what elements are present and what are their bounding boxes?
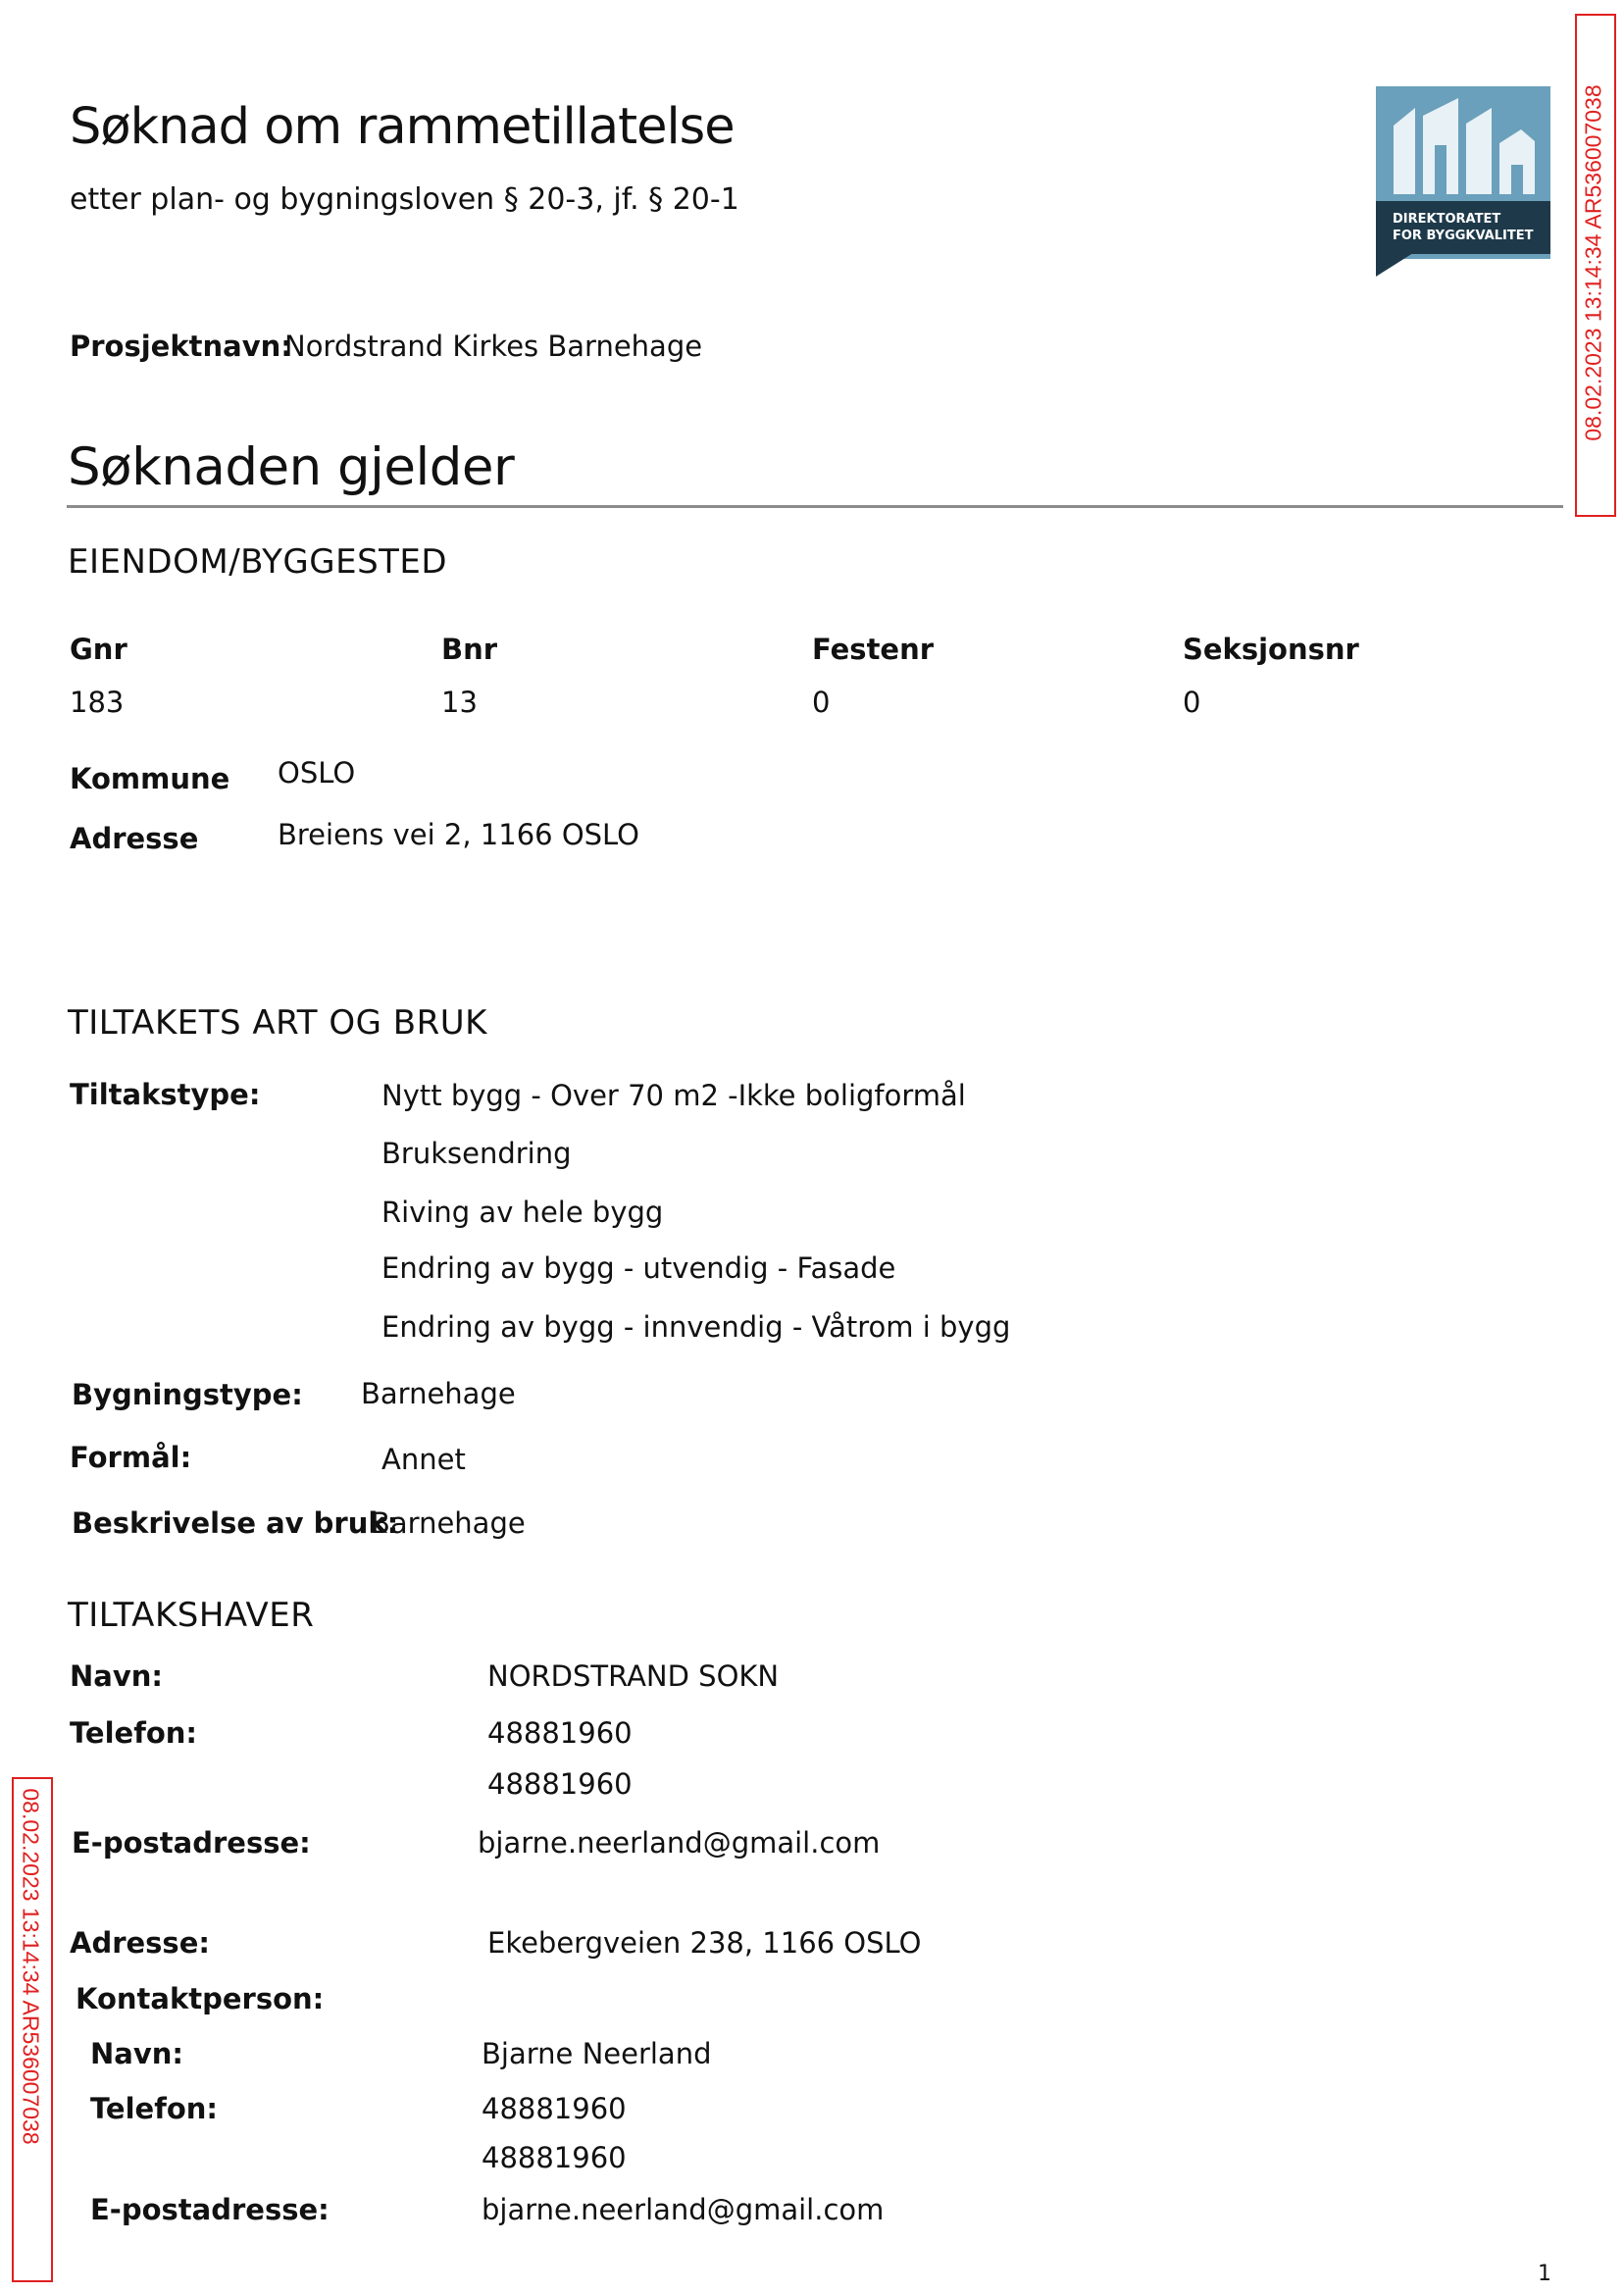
formal-label: Formål: (70, 1441, 192, 1474)
gnr-value: 183 (70, 686, 125, 719)
kontakt-navn-value: Bjarne Neerland (482, 2037, 712, 2070)
formal-value: Annet (381, 1443, 466, 1476)
tiltakshaver-epost-label: E-postadresse: (72, 1826, 311, 1860)
building-icon (1376, 86, 1550, 204)
stamp-text-top: 08.02.2023 13:14:34 AR536007038 (1580, 84, 1606, 441)
section-title: Søknaden gjelder (68, 437, 515, 497)
project-name-label: Prosjektnavn: (70, 330, 292, 363)
tiltakstype-item: Riving av hele bygg (381, 1196, 664, 1229)
bnr-header: Bnr (441, 633, 498, 666)
bygningstype-label: Bygningstype: (72, 1378, 303, 1411)
logo-text (1393, 211, 1533, 244)
tiltakshaver-adresse-label: Adresse: (70, 1926, 210, 1960)
kontakt-epost-value: bjarne.neerland@gmail.com (482, 2193, 885, 2226)
document-title: Søknad om rammetillatelse (70, 98, 735, 156)
festenr-value: 0 (812, 686, 831, 719)
eiendom-adresse-label: Adresse (70, 822, 199, 855)
kontakt-navn-label: Navn: (90, 2037, 183, 2070)
kontaktperson-label: Kontaktperson: (76, 1982, 325, 2015)
eiendom-adresse-value: Breiens vei 2, 1166 OSLO (278, 818, 639, 851)
seksjonsnr-value: 0 (1183, 686, 1201, 719)
kontakt-telefon-value: 48881960 (482, 2092, 627, 2125)
tiltakshaver-epost-value: bjarne.neerland@gmail.com (478, 1826, 881, 1860)
document-subtitle: etter plan- og bygningsloven § 20-3, jf. § 20-1 (70, 182, 739, 217)
gnr-header: Gnr (70, 633, 127, 666)
section-divider (67, 505, 1563, 508)
tiltakshaver-telefon-value: 48881960 (487, 1716, 633, 1750)
kontakt-epost-label: E-postadresse: (90, 2193, 330, 2226)
tiltak-heading: TILTAKETS ART OG BRUK (68, 1003, 487, 1043)
kontakt-telefon-value: 48881960 (482, 2141, 627, 2174)
eiendom-heading: EIENDOM/BYGGESTED (68, 542, 448, 582)
tiltakstype-item: Endring av bygg - utvendig - Fasade (381, 1251, 896, 1285)
logo-text-line2: FOR BYGGKVALITET (1393, 229, 1534, 243)
tiltakshaver-adresse-value: Ekebergveien 238, 1166 OSLO (487, 1926, 922, 1960)
tiltakstype-item: Bruksendring (381, 1137, 572, 1170)
bnr-value: 13 (441, 686, 478, 719)
tiltakshaver-navn-value: NORDSTRAND SOKN (487, 1659, 780, 1693)
seksjonsnr-header: Seksjonsnr (1183, 633, 1359, 666)
tiltakshaver-heading: TILTAKSHAVER (68, 1596, 315, 1635)
beskrivelse-label: Beskrivelse av bruk: (72, 1506, 399, 1540)
tiltakshaver-telefon-value: 48881960 (487, 1767, 633, 1801)
tiltakstype-item: Nytt bygg - Over 70 m2 -Ikke boligformål (381, 1079, 966, 1112)
beskrivelse-value: Barnehage (371, 1506, 526, 1540)
tiltakstype-label: Tiltakstype: (70, 1078, 261, 1111)
kontakt-telefon-label: Telefon: (90, 2092, 218, 2125)
kommune-value: OSLO (278, 756, 356, 790)
logo-text-line1: DIREKTORATET (1393, 212, 1501, 227)
logo-flag (1376, 253, 1413, 277)
stamp-text-bottom: 08.02.2023 13:14:34 AR536007038 (18, 1788, 44, 2145)
bygningstype-value: Barnehage (361, 1377, 516, 1410)
project-name-value: Nordstrand Kirkes Barnehage (284, 330, 703, 363)
tiltakshaver-navn-label: Navn: (70, 1659, 163, 1693)
kommune-label: Kommune (70, 762, 230, 795)
page-number: 1 (1538, 2262, 1551, 2286)
tiltakshaver-telefon-label: Telefon: (70, 1716, 197, 1750)
tiltakstype-item: Endring av bygg - innvendig - Våtrom i bygg (381, 1310, 1011, 1344)
festenr-header: Festenr (812, 633, 935, 666)
